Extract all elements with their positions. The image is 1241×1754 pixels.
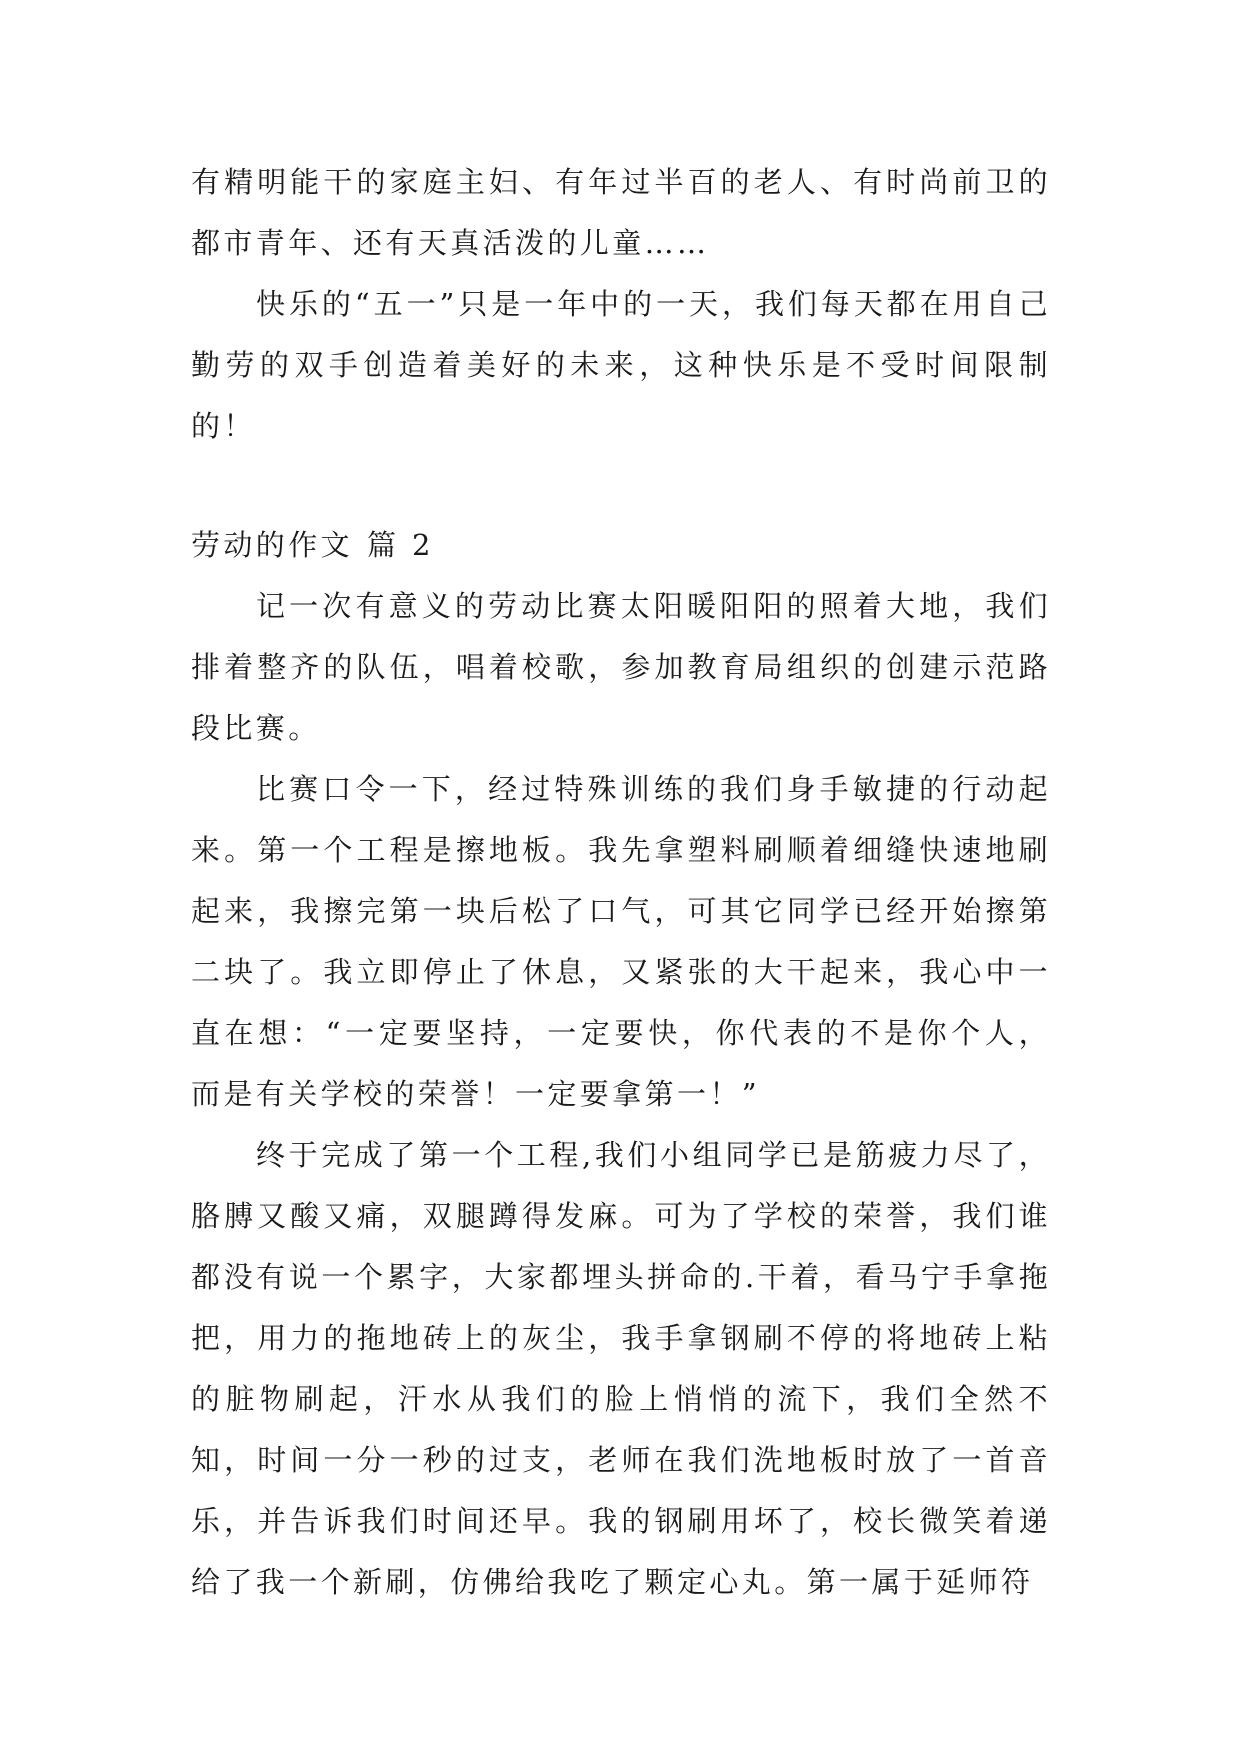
paragraph: 终于完成了第一个工程,我们小组同学已是筋疲力尽了，胳膊又酸又痛，双腿蹲得发麻。可为了学校的荣誉，我们谁都没有说一个累字，大家都埋头拼命的.干着，看马宁手拿拖把，用力的拖地砖上的灰尘，我手拿钢刷不停的将地砖上粘的脏物刷起，汗水从我们的脸上悄悄的流下，我们全然不知，时间一分一秒的过支，老师在我们洗地板时放了一首音乐，并告诉我们时间还早。我的钢刷用坏了，校长微笑着递给了我一个新刷，仿佛给我吃了颗定心丸。第一属于延师符 [191, 1138, 1051, 1599]
section-title: 劳动的作文 [191, 528, 354, 562]
document-page [191, 152, 1051, 1613]
section-number: 篇 2 [367, 528, 434, 562]
paragraph: 比赛口令一下，经过特殊训练的我们身手敏捷的行动起来。第一个工程是擦地板。我先拿塑料刷顺着细缝快速地刷起来，我擦完第一块后松了口气，可其它同学已经开始擦第二块了。我立即停止了休息，又紧张的大干起来，我心中一直在想：“一定要坚持，一定要快，你代表的不是你个人，而是有关学校的荣誉！一定要拿第一！” [191, 772, 1051, 1111]
section-heading [191, 515, 1051, 576]
paragraph: 记一次有意义的劳动比赛太阳暖阳阳的照着大地，我们排着整齐的队伍，唱着校歌，参加教育局组织的创建示范路段比赛。 [191, 589, 1051, 745]
paragraph: 有精明能干的家庭主妇、有年过半百的老人、有时尚前卫的都市青年、还有天真活泼的儿童…… [191, 165, 1051, 260]
paragraph: 快乐的“五一”只是一年中的一天，我们每天都在用自己勤劳的双手创造着美好的未来，这种快乐是不受时间限制的！ [191, 287, 1051, 443]
